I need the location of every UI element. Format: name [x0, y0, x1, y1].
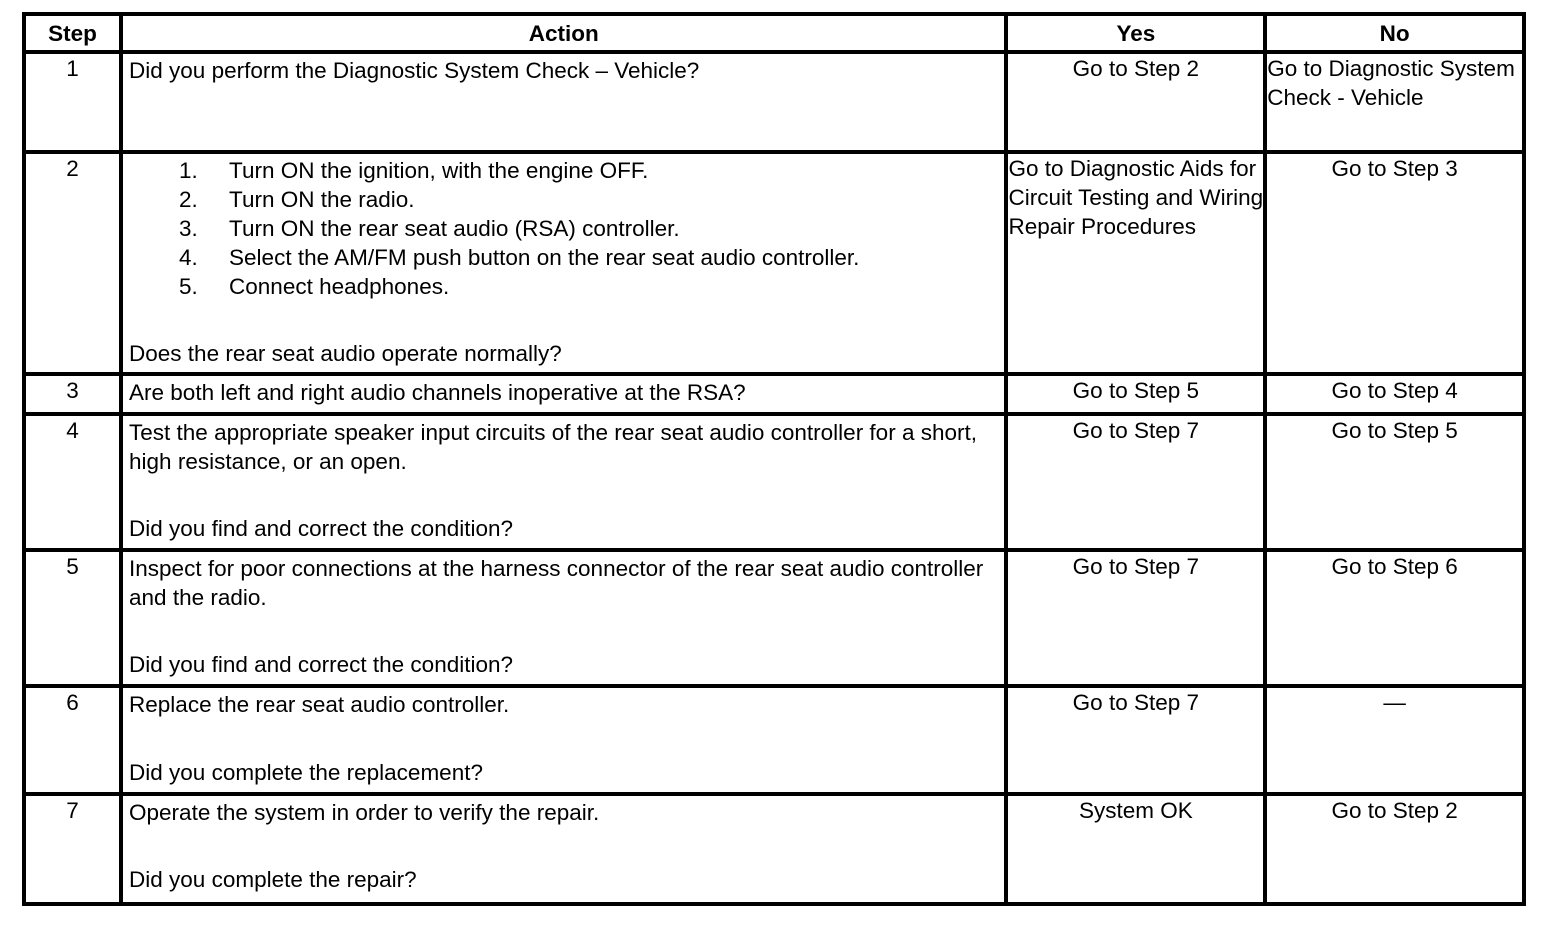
step-number: 3: [24, 374, 121, 414]
step-number: 5: [24, 550, 121, 686]
action-text: Operate the system in order to verify the repair.: [129, 800, 600, 825]
no-cell: Go to Step 3: [1265, 152, 1524, 374]
action-question: Did you find and correct the condition?: [129, 652, 514, 677]
table-row: [24, 414, 1524, 550]
yes-cell: Go to Step 7: [1006, 414, 1265, 550]
table-row: [24, 52, 1524, 152]
yes-cell: System OK: [1006, 794, 1265, 904]
table-row: [24, 794, 1524, 904]
action-cell: [121, 794, 1006, 904]
yes-cell: Go to Step 2: [1006, 52, 1265, 152]
yes-cell: Go to Diagnostic Aids for Circuit Testing and Wiring Repair Procedures: [1006, 152, 1265, 374]
substep-list: [129, 156, 998, 301]
step-number: 1: [24, 52, 121, 152]
no-cell: Go to Step 2: [1265, 794, 1524, 904]
yes-cell: Go to Step 5: [1006, 374, 1265, 414]
table-header-row: [24, 14, 1524, 52]
table-row: [24, 550, 1524, 686]
step-number: 4: [24, 414, 121, 550]
step-number: 6: [24, 686, 121, 794]
action-text: Replace the rear seat audio controller.: [129, 692, 510, 717]
action-cell: [121, 686, 1006, 794]
no-cell: Go to Step 4: [1265, 374, 1524, 414]
action-cell: [121, 550, 1006, 686]
no-cell: Go to Diagnostic System Check - Vehicle: [1265, 52, 1524, 152]
header-action: Action: [121, 14, 1006, 52]
substep-item: 4. Select the AM/FM push button on the rear seat audio controller.: [179, 245, 860, 270]
yes-cell: Go to Step 7: [1006, 686, 1265, 794]
no-cell: —: [1265, 686, 1524, 794]
action-question: Did you complete the repair?: [129, 867, 417, 892]
action-cell: [121, 152, 1006, 374]
step-number: 7: [24, 794, 121, 904]
header-step: Step: [24, 14, 121, 52]
action-text: Inspect for poor connections at the harness connector of the rear seat audio controller and the radio.: [129, 556, 984, 610]
action-question: Does the rear seat audio operate normally?: [129, 341, 562, 366]
step-number: 2: [24, 152, 121, 374]
substep-item: 3. Turn ON the rear seat audio (RSA) controller.: [179, 216, 680, 241]
substep-item: 2. Turn ON the radio.: [179, 187, 415, 212]
table-row: [24, 152, 1524, 374]
substep-item: 5. Connect headphones.: [179, 274, 450, 299]
action-text: Test the appropriate speaker input circuits of the rear seat audio controller for a short, high resistance, or an open.: [129, 420, 977, 474]
no-cell: Go to Step 5: [1265, 414, 1524, 550]
action-cell: [121, 374, 1006, 414]
action-text: Are both left and right audio channels inoperative at the RSA?: [129, 380, 746, 405]
action-cell: [121, 414, 1006, 550]
yes-cell: Go to Step 7: [1006, 550, 1265, 686]
header-yes: Yes: [1006, 14, 1265, 52]
substep-item: 1. Turn ON the ignition, with the engine OFF.: [179, 158, 649, 183]
action-question: Did you complete the replacement?: [129, 760, 483, 785]
action-question: Did you find and correct the condition?: [129, 516, 514, 541]
table-row: [24, 374, 1524, 414]
no-cell: Go to Step 6: [1265, 550, 1524, 686]
diagnostic-table: [22, 12, 1526, 906]
table-row: [24, 686, 1524, 794]
action-cell: [121, 52, 1006, 152]
action-text: Did you perform the Diagnostic System Check – Vehicle?: [129, 58, 700, 83]
header-no: No: [1265, 14, 1524, 52]
